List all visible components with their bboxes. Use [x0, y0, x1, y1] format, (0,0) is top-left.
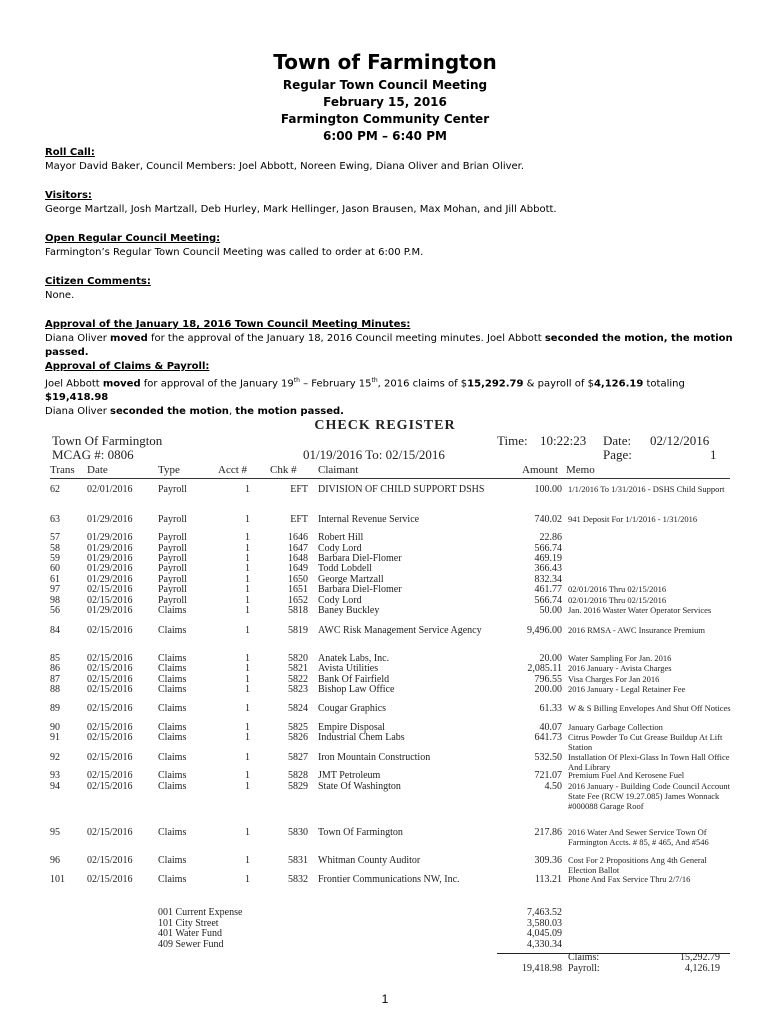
cell-trans: 95 [50, 827, 60, 838]
cell-date: 02/15/2016 [87, 595, 133, 606]
cell-claimant: Anatek Labs, Inc. [318, 653, 390, 664]
cell-amount: 566.74 [534, 543, 562, 554]
cell-amount: 40.07 [539, 722, 562, 733]
cell-acct: 1 [245, 722, 250, 733]
cell-trans: 89 [50, 703, 60, 714]
cell-trans: 85 [50, 653, 60, 664]
cell-date: 01/29/2016 [87, 563, 133, 574]
cell-chk: 5818 [288, 605, 308, 616]
cell-date: 02/15/2016 [87, 625, 133, 636]
cell-claimant: Whitman County Auditor [318, 855, 421, 866]
cell-date: 02/15/2016 [87, 781, 133, 792]
cell-type: Claims [158, 674, 187, 685]
cell-chk: 5832 [288, 874, 308, 885]
cell-amount: 740.02 [534, 514, 562, 525]
cell-date: 02/15/2016 [87, 770, 133, 781]
cell-acct: 1 [245, 574, 250, 585]
cell-date: 02/15/2016 [87, 653, 133, 664]
cell-chk: 5824 [288, 703, 308, 714]
fund-name: 409 Sewer Fund [158, 938, 224, 950]
cell-trans: 86 [50, 663, 60, 674]
register-date-range: 01/19/2016 To: 02/15/2016 [303, 447, 445, 462]
cell-trans: 87 [50, 674, 60, 685]
cell-memo: 941 Deposit For 1/1/2016 - 1/31/2016 [568, 514, 698, 524]
col-trans: Trans [50, 464, 75, 476]
cell-trans: 101 [50, 874, 65, 885]
cell-chk: 5826 [288, 732, 308, 743]
cell-acct: 1 [245, 605, 250, 616]
cell-acct: 1 [245, 514, 250, 525]
cell-trans: 84 [50, 625, 60, 636]
cell-amount: 309.36 [534, 855, 562, 866]
cell-type: Claims [158, 663, 187, 674]
cell-memo: Cost For 2 Propositions Ang 4th General Election Ballot [568, 855, 707, 875]
cell-type: Payroll [158, 532, 187, 543]
cell-chk: 5831 [288, 855, 308, 866]
cell-amount: 20.00 [539, 653, 562, 664]
cell-memo: Phone And Fax Service Thru 2/7/16 [568, 874, 691, 884]
section-label: Visitors: [45, 190, 92, 201]
cell-claimant: Robert Hill [318, 532, 364, 543]
cell-acct: 1 [245, 584, 250, 595]
cell-amount: 461.77 [534, 584, 562, 595]
cell-claimant: Town Of Farmington [318, 827, 403, 838]
header-divider [50, 478, 730, 479]
claims-approval-section [45, 360, 735, 419]
payroll-total-value: 4,126.19 [685, 963, 720, 974]
cell-chk: 5830 [288, 827, 308, 838]
register-time-value: 10:22:23 [540, 433, 587, 448]
fund-name: 401 Water Fund [158, 928, 223, 939]
section-label: Open Regular Council Meeting: [45, 233, 221, 244]
cell-claimant: George Martzall [318, 574, 384, 585]
section-text: Diana Oliver moved for the approval of the January 18, 2016 Council meeting minutes. Joel Abbott seconded the motion, the motion passed. [45, 333, 733, 358]
register-page-label: Page: [603, 447, 632, 462]
cell-acct: 1 [245, 684, 250, 695]
cell-claimant: JMT Petroleum [318, 770, 381, 781]
cell-amount: 61.33 [539, 703, 562, 714]
cell-type: Claims [158, 732, 187, 743]
cell-chk: 1647 [288, 543, 308, 554]
cell-type: Payroll [158, 514, 187, 525]
fund-amount: 4,045.09 [527, 928, 562, 939]
cell-claimant: Avista Utilities [318, 663, 379, 674]
cell-memo: 02/01/2016 Thru 02/15/2016 [568, 595, 667, 605]
cell-chk: 5819 [288, 625, 308, 636]
cell-claimant: Empire Disposal [318, 722, 385, 733]
section-text: George Martzall, Josh Martzall, Deb Hurley, Mark Hellinger, Jason Brausen, Max Mohan, and Jill Abbott. [45, 204, 557, 215]
cell-memo: Visa Charges For Jan 2016 [568, 674, 660, 684]
cell-memo: Jan. 2016 Waster Water Operator Services [568, 605, 712, 615]
cell-acct: 1 [245, 874, 250, 885]
cell-acct: 1 [245, 752, 250, 763]
cell-claimant: Barbara Diel-Flomer [318, 553, 402, 564]
cell-trans: 91 [50, 732, 60, 743]
cell-memo: Water Sampling For Jan. 2016 [568, 653, 672, 663]
cell-claimant: State Of Washington [318, 781, 401, 792]
col-chk: Chk # [270, 464, 297, 476]
cell-memo: 1/1/2016 To 1/31/2016 - DSHS Child Support [568, 484, 725, 494]
register-town: Town Of Farmington [52, 433, 163, 448]
cell-chk: 5825 [288, 722, 308, 733]
claims-total-label: Claims: [568, 952, 600, 963]
cell-chk: EFT [290, 484, 308, 495]
register-date-label: Date: [603, 433, 632, 448]
cell-claimant: AWC Risk Management Service Agency [318, 625, 482, 636]
grand-total: 19,418.98 [522, 963, 562, 974]
cell-trans: 96 [50, 855, 60, 866]
fund-amount: 4,330.34 [527, 938, 562, 950]
cell-chk: 5829 [288, 781, 308, 792]
cell-acct: 1 [245, 770, 250, 781]
claims-motion-text: Joel Abbott moved for approval of the January 19th – February 15th, 2016 claims of $15,292.79 & payroll of $4,126.19 totaling $19,418.98 [45, 377, 685, 404]
meeting-date: February 15, 2016 [323, 95, 447, 109]
cell-type: Claims [158, 625, 187, 636]
page-number: 1 [381, 992, 389, 1006]
cell-acct: 1 [245, 553, 250, 564]
roll-call-section [45, 146, 735, 174]
document-title: Town of Farmington [273, 50, 497, 74]
fund-amount: 7,463.52 [527, 907, 562, 918]
register-date-value: 02/12/2016 [650, 433, 710, 448]
meeting-type: Regular Town Council Meeting [282, 78, 488, 92]
cell-trans: 93 [50, 770, 60, 781]
cell-claimant: DIVISION OF CHILD SUPPORT DSHS [318, 484, 485, 495]
cell-trans: 90 [50, 722, 60, 733]
cell-trans: 62 [50, 484, 60, 495]
cell-claimant: Barbara Diel-Flomer [318, 584, 402, 595]
cell-date: 01/29/2016 [87, 543, 133, 554]
cell-type: Claims [158, 703, 187, 714]
cell-date: 02/15/2016 [87, 752, 133, 763]
cell-type: Claims [158, 827, 187, 838]
cell-chk: 5820 [288, 653, 308, 664]
cell-memo: 2016 January - Avista Charges [568, 663, 672, 673]
col-acct: Acct # [218, 464, 248, 476]
cell-acct: 1 [245, 563, 250, 574]
cell-chk: 5822 [288, 674, 308, 685]
cell-acct: 1 [245, 781, 250, 792]
cell-claimant: Todd Lobdell [318, 563, 373, 574]
cell-trans: 60 [50, 563, 60, 574]
cell-acct: 1 [245, 595, 250, 606]
col-date: Date [87, 464, 108, 476]
cell-type: Payroll [158, 543, 187, 554]
cell-date: 01/29/2016 [87, 514, 133, 525]
cell-type: Payroll [158, 484, 187, 495]
cell-amount: 113.21 [534, 874, 562, 885]
cell-memo: 2016 January - Building Code Council Account State Fee (RCW 19.27.085) James Wonnack #000088 Garage Roof [568, 781, 730, 811]
cell-acct: 1 [245, 653, 250, 664]
cell-claimant: Iron Mountain Construction [318, 752, 431, 763]
cell-chk: 5823 [288, 684, 308, 695]
cell-claimant: Cougar Graphics [318, 703, 387, 714]
cell-date: 02/15/2016 [87, 722, 133, 733]
cell-acct: 1 [245, 674, 250, 685]
open-meeting-section [45, 232, 735, 260]
cell-claimant: Cody Lord [318, 543, 362, 554]
cell-memo: W & S Billing Envelopes And Shut Off Notices [568, 703, 731, 713]
cell-type: Claims [158, 855, 187, 866]
cell-amount: 469.19 [534, 553, 562, 564]
cell-memo: Premium Fuel And Kerosene Fuel [568, 770, 685, 780]
cell-acct: 1 [245, 543, 250, 554]
section-label: Citizen Comments: [45, 276, 151, 287]
cell-chk: 1646 [288, 532, 308, 543]
cell-claimant: Bank Of Fairfield [318, 674, 390, 685]
meeting-time: 6:00 PM – 6:40 PM [323, 129, 447, 143]
payroll-total-label: Payroll: [568, 963, 600, 974]
fund-name: 001 Current Expense [158, 907, 243, 918]
cell-claimant: Internal Revenue Service [318, 514, 420, 525]
cell-amount: 50.00 [539, 605, 562, 616]
cell-type: Claims [158, 770, 187, 781]
cell-type: Claims [158, 752, 187, 763]
cell-memo: 2016 January - Legal Retainer Fee [568, 684, 686, 694]
cell-chk: 1649 [288, 563, 308, 574]
cell-trans: 97 [50, 584, 60, 595]
cell-type: Payroll [158, 595, 187, 606]
cell-amount: 9,496.00 [527, 625, 562, 636]
fund-name: 101 City Street [158, 917, 219, 929]
cell-amount: 366.43 [534, 563, 562, 574]
cell-chk: 1651 [288, 584, 308, 595]
cell-chk: 1650 [288, 574, 308, 585]
section-text: Farmington’s Regular Town Council Meeting was called to order at 6:00 P.M. [45, 247, 424, 258]
cell-acct: 1 [245, 625, 250, 636]
cell-chk: 1652 [288, 595, 308, 606]
claims-total-value: 15,292.79 [680, 952, 720, 963]
cell-claimant: Industrial Chem Labs [318, 732, 405, 743]
cell-memo: Citrus Powder To Cut Grease Buildup At Lift Station [568, 732, 723, 752]
cell-type: Payroll [158, 553, 187, 564]
cell-type: Claims [158, 874, 187, 885]
register-page-value: 1 [710, 447, 717, 462]
cell-date: 02/15/2016 [87, 703, 133, 714]
cell-type: Claims [158, 781, 187, 792]
cell-type: Claims [158, 605, 187, 616]
claims-second-text: Diana Oliver seconded the motion, the motion passed. [45, 406, 344, 418]
register-mcag: MCAG #: 0806 [52, 447, 134, 462]
cell-trans: 98 [50, 595, 60, 606]
cell-claimant: Baney Buckley [318, 605, 380, 616]
register-time-label: Time: [497, 433, 528, 448]
cell-trans: 56 [50, 605, 60, 616]
cell-amount: 832.34 [534, 574, 562, 585]
cell-acct: 1 [245, 703, 250, 714]
minutes-approval-section [45, 318, 735, 360]
section-label: Approval of the January 18, 2016 Town Council Meeting Minutes: [45, 319, 411, 330]
cell-amount: 217.86 [534, 827, 562, 838]
section-label: Approval of Claims & Payroll: [45, 361, 210, 372]
cell-date: 02/15/2016 [87, 732, 133, 743]
section-text: None. [45, 290, 75, 301]
cell-memo: 02/01/2016 Thru 02/15/2016 [568, 584, 667, 594]
cell-memo: January Garbage Collection [568, 722, 663, 732]
cell-memo: 2016 RMSA - AWC Insurance Premium [568, 625, 705, 635]
col-type: Type [158, 464, 180, 476]
cell-date: 02/15/2016 [87, 584, 133, 595]
cell-type: Claims [158, 653, 187, 664]
cell-acct: 1 [245, 663, 250, 674]
cell-amount: 200.00 [534, 684, 562, 695]
cell-type: Payroll [158, 584, 187, 595]
cell-trans: 63 [50, 514, 60, 525]
cell-date: 01/29/2016 [87, 532, 133, 543]
cell-date: 02/15/2016 [87, 827, 133, 838]
cell-type: Claims [158, 684, 187, 695]
cell-trans: 88 [50, 684, 60, 695]
cell-acct: 1 [245, 827, 250, 838]
cell-amount: 22.86 [539, 532, 562, 543]
visitors-section [45, 189, 735, 217]
cell-type: Payroll [158, 563, 187, 574]
col-claimant: Claimant [318, 464, 359, 476]
cell-date: 01/29/2016 [87, 574, 133, 585]
cell-claimant: Cody Lord [318, 595, 362, 606]
col-amount: Amount [522, 464, 559, 476]
section-label: Roll Call: [45, 147, 95, 158]
cell-acct: 1 [245, 532, 250, 543]
cell-chk: 5821 [288, 663, 308, 674]
cell-acct: 1 [245, 484, 250, 495]
cell-chk: 1648 [288, 553, 308, 564]
cell-amount: 721.07 [534, 770, 562, 781]
cell-date: 02/01/2016 [87, 484, 133, 495]
cell-date: 01/29/2016 [87, 605, 133, 616]
cell-trans: 58 [50, 543, 60, 554]
cell-amount: 641.73 [534, 732, 562, 743]
cell-trans: 57 [50, 532, 60, 543]
section-text: Mayor David Baker, Council Members: Joel Abbott, Noreen Ewing, Diana Oliver and Brian Oliver. [45, 161, 525, 172]
cell-memo: Installation Of Plexi-Glass In Town Hall Office And Library [568, 752, 730, 772]
cell-claimant: Frontier Communications NW, Inc. [318, 874, 460, 885]
cell-amount: 2,085.11 [527, 663, 562, 674]
col-memo: Memo [566, 464, 595, 476]
fund-amount: 3,580.03 [527, 917, 562, 929]
cell-acct: 1 [245, 855, 250, 866]
cell-type: Payroll [158, 574, 187, 585]
cell-trans: 61 [50, 574, 60, 585]
cell-trans: 94 [50, 781, 60, 792]
register-title: CHECK REGISTER [314, 418, 456, 433]
citizen-comments-section [45, 275, 735, 303]
cell-amount: 796.55 [534, 674, 562, 685]
cell-chk: 5827 [288, 752, 308, 763]
cell-chk: EFT [290, 514, 308, 525]
cell-chk: 5828 [288, 770, 308, 781]
cell-amount: 4.50 [544, 781, 562, 792]
cell-date: 02/15/2016 [87, 663, 133, 674]
cell-trans: 59 [50, 553, 60, 564]
cell-claimant: Bishop Law Office [318, 684, 395, 695]
cell-date: 02/15/2016 [87, 874, 133, 885]
cell-memo: 2016 Water And Sewer Service Town Of Farmington Accts. # 85, # 465, And #546 [568, 827, 709, 847]
meeting-location: Farmington Community Center [280, 112, 490, 126]
cell-amount: 532.50 [534, 752, 562, 763]
cell-amount: 566.74 [534, 595, 562, 606]
cell-acct: 1 [245, 732, 250, 743]
cell-trans: 92 [50, 752, 60, 763]
cell-amount: 100.00 [534, 484, 562, 495]
cell-type: Claims [158, 722, 187, 733]
cell-date: 01/29/2016 [87, 553, 133, 564]
cell-date: 02/15/2016 [87, 855, 133, 866]
cell-date: 02/15/2016 [87, 684, 133, 695]
cell-date: 02/15/2016 [87, 674, 133, 685]
